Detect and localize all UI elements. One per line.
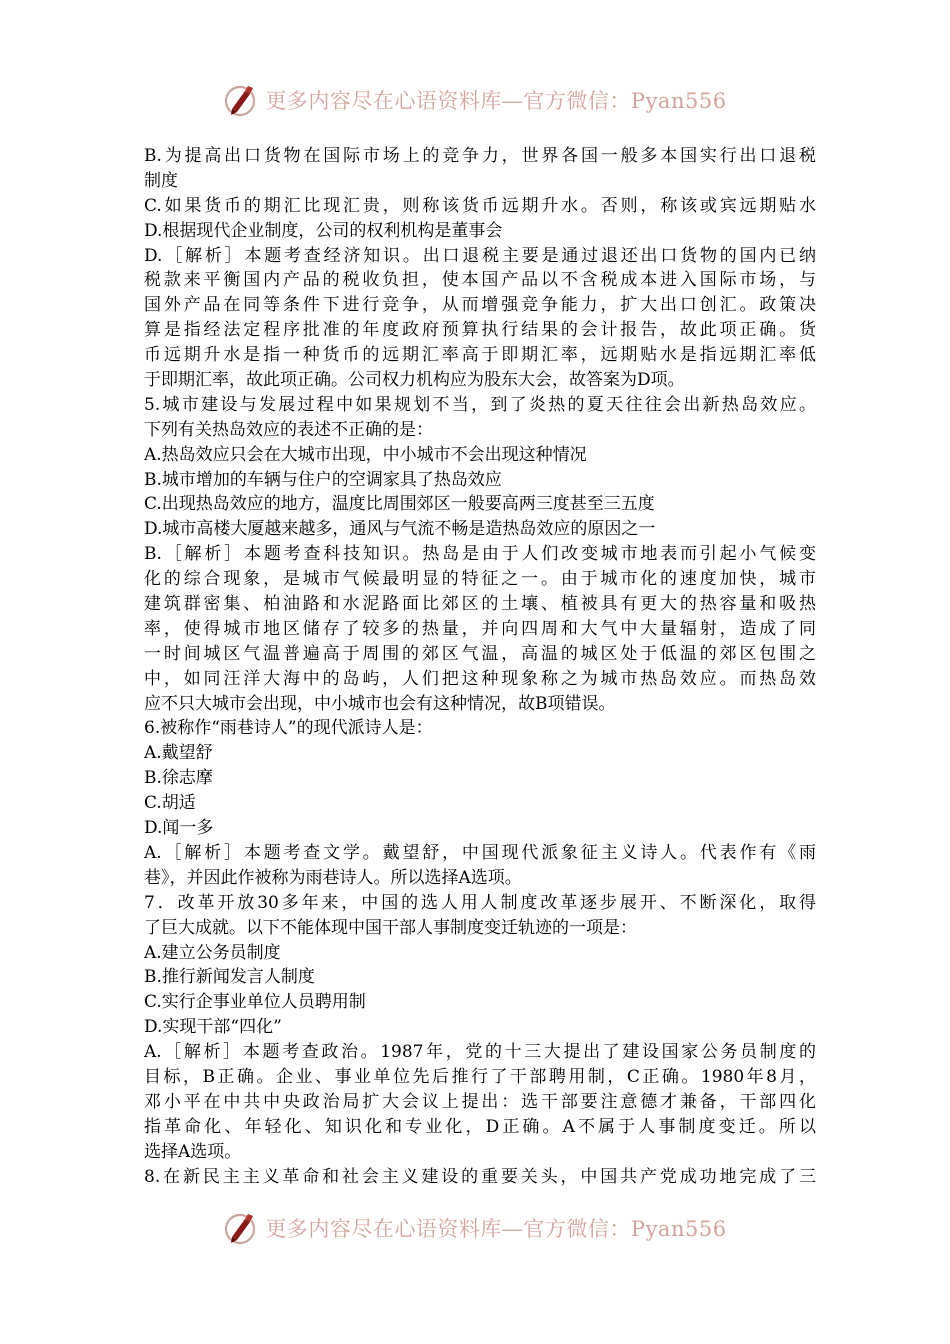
text-line: D.根据现代企业制度，公司的权利机构是董事会 xyxy=(144,220,503,241)
text-line: 算是指经法定程序批准的年度政府预算执行结果的会计报告，故此项正确。货 xyxy=(144,320,816,341)
text-line: D.城市高楼大厦越来越多，通风与气流不畅是造热岛效应的原因之一 xyxy=(144,519,656,540)
text-line: 了巨大成就。以下不能体现中国干部人事制度变迁轨迹的一项是： xyxy=(144,917,637,938)
text-line: B.推行新闻发言人制度 xyxy=(144,967,315,988)
text-line: 巷》，并因此作被称为雨巷诗人。所以选择A选项。 xyxy=(144,867,522,888)
text-line: 一时间城区气温普遍高于周围的郊区气温，高温的城区处于低温的郊区包围之 xyxy=(144,643,816,664)
banner-text: 更多内容尽在心语资料库—官方微信：Pyan556 xyxy=(265,89,727,113)
text-line: D.闻一多 xyxy=(144,818,214,839)
text-line: B.徐志摩 xyxy=(144,768,213,789)
text-line: A.建立公务员制度 xyxy=(144,942,281,963)
text-line: 制度 xyxy=(144,170,178,191)
text-line: 率，使得城市地区储存了较多的热量，并向四周和大气中大量辐射，造成了同 xyxy=(144,618,816,639)
text-line: 中，如同汪洋大海中的岛屿，人们把这种现象称之为城市热岛效应。而热岛效 xyxy=(144,668,816,689)
pen-logo-icon xyxy=(223,82,259,118)
text-line: 于即期汇率，故此项正确。公司权力机构应为股东大会，故答案为D项。 xyxy=(144,370,685,391)
text-line: 5.城市建设与发展过程中如果规划不当，到了炎热的夏天往往会出新热岛效应。 xyxy=(144,394,816,415)
document-body xyxy=(144,144,816,1189)
footer-banner xyxy=(0,1208,950,1248)
pen-logo-icon xyxy=(223,1210,259,1246)
text-line: 国外产品在同等条件下进行竞争，从而增强竞争能力，扩大出口创汇。政策决 xyxy=(144,295,816,316)
text-line: 6.被称作“雨巷诗人”的现代派诗人是： xyxy=(144,718,433,739)
text-line: 化的综合现象，是城市气候最明显的特征之一。由于城市化的速度加快，城市 xyxy=(144,569,816,590)
text-line: B.城市增加的车辆与住户的空调家具了热岛效应 xyxy=(144,469,502,490)
banner-text: 更多内容尽在心语资料库—官方微信：Pyan556 xyxy=(265,1217,727,1241)
text-line: C.如果货币的期汇比现汇贵，则称该货币远期升水。否则，称该或宾远期贴水 xyxy=(144,195,816,216)
text-line: 目标，B正确。企业、事业单位先后推行了干部聘用制，C正确。1980年8月， xyxy=(144,1066,816,1087)
text-line: 应不只大城市会出现，中小城市也会有这种情况，故B项错误。 xyxy=(144,693,616,714)
text-line: 指革命化、年轻化、知识化和专业化，D正确。A不属于人事制度变迁。所以 xyxy=(144,1116,816,1137)
text-line: 邓小平在中共中央政治局扩大会议上提出：选干部要注意德才兼备，干部四化 xyxy=(144,1091,816,1112)
text-line: A.［解析］本题考查政治。1987年，党的十三大提出了建设国家公务员制度的 xyxy=(144,1042,816,1063)
text-line: 8.在新民主主义革命和社会主义建设的重要关头，中国共产党成功地完成了三 xyxy=(144,1166,816,1187)
text-line: 税款来平衡国内产品的税收负担，使本国产品以不含税成本进入国际市场，与 xyxy=(144,270,816,291)
header-banner xyxy=(0,80,950,120)
text-line: D.［解析］本题考查经济知识。出口退税主要是通过退还出口货物的国内已纳 xyxy=(144,245,816,266)
text-line: 币远期升水是指一种货币的远期汇率高于即期汇率，远期贴水是指远期汇率低 xyxy=(144,345,816,366)
text-line: 7．改革开放30多年来，中国的选人用人制度改革逐步展开、不断深化，取得 xyxy=(144,892,816,913)
text-line: 建筑群密集、柏油路和水泥路面比郊区的土壤、植被具有更大的热容量和吸热 xyxy=(144,594,816,615)
text-line: C.胡适 xyxy=(144,793,196,814)
text-line: B.为提高出口货物在国际市场上的竞争力，世界各国一般多本国实行出口退税 xyxy=(144,146,816,166)
text-line: C.实行企事业单位人员聘用制 xyxy=(144,992,366,1013)
text-line: 选择A选项。 xyxy=(144,1141,242,1162)
text-line: D.实现干部“四化” xyxy=(144,1017,282,1038)
text-line: C.出现热岛效应的地方，温度比周围郊区一般要高两三度甚至三五度 xyxy=(144,494,655,515)
text-line: A.戴望舒 xyxy=(144,743,213,764)
text-line: B.［解析］本题考查科技知识。热岛是由于人们改变城市地表而引起小气候变 xyxy=(144,544,816,565)
text-line: 下列有关热岛效应的表述不正确的是： xyxy=(144,419,433,440)
text-line: A.［解析］本题考查文学。戴望舒，中国现代派象征主义诗人。代表作有《雨 xyxy=(144,842,816,863)
text-line: A.热岛效应只会在大城市出现，中小城市不会出现这种情况 xyxy=(144,444,587,465)
